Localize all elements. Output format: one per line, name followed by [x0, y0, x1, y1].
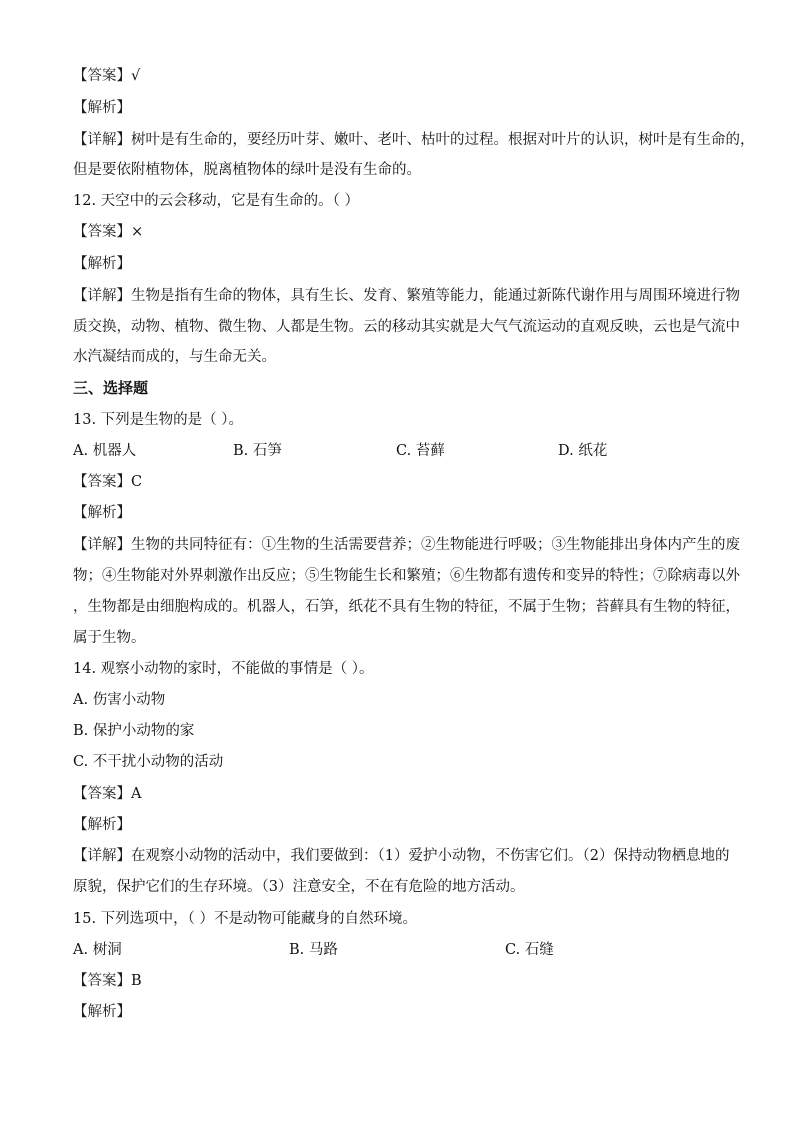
detail-label: 【详解】 [73, 132, 131, 148]
section-title: 三、选择题 [73, 379, 149, 397]
answer-label: 【答案】 [73, 786, 131, 802]
q14-option-c [73, 752, 223, 772]
q14-detail-line-1 [73, 846, 729, 866]
q14-option-c-text: C. 不干扰小动物的活动 [73, 754, 224, 770]
q11-detail-line-1 [73, 130, 755, 150]
q13-detail-line-1 [73, 535, 740, 555]
detail-label: 【详解】 [73, 288, 131, 304]
q13-option-b: B. 石笋 [233, 443, 282, 459]
q15-analysis-row [73, 1002, 131, 1022]
q14-option-b-text: B. 保护小动物的家 [73, 723, 195, 739]
analysis-label: 【解析】 [73, 1004, 131, 1020]
q12-answer-row [73, 222, 143, 242]
q14-detail-text-1: 在观察小动物的活动中，我们要做到：（1）爱护小动物，不伤害它们。（2）保持动物栖息地的 [131, 848, 730, 864]
detail-label: 【详解】 [73, 537, 131, 553]
q11-detail-text-1: 树叶是有生命的，要经历叶芽、嫩叶、老叶、枯叶的过程。根据对叶片的认识，树叶是有生命的， [131, 132, 755, 148]
q15-option-a: A. 树洞 [73, 942, 122, 958]
q15-question [73, 909, 417, 929]
q11-answer-row [73, 66, 140, 86]
q11-answer-value: √ [131, 68, 141, 84]
q13-detail-line-3 [73, 597, 740, 617]
q14-question [73, 659, 374, 679]
q14-detail-line-2 [73, 877, 524, 897]
q14-analysis-row [73, 815, 131, 835]
q13-option-c: C. 苔藓 [396, 443, 445, 459]
q13-detail-line-4 [73, 628, 146, 648]
q13-detail-text-1: 生物的共同特征有：①生物的生活需要营养；②生物能进行呼吸；③生物能排出身体内产生的废 [131, 537, 740, 553]
q14-detail-text-2: 原貌，保护它们的生存环境。（3）注意安全，不在有危险的地方活动。 [73, 879, 525, 895]
analysis-label: 【解析】 [73, 256, 131, 272]
q14-option-b [73, 721, 194, 741]
q12-detail-line-2 [73, 317, 740, 337]
q11-detail-text-2: 但是要依附植物体，脱离植物体的绿叶是没有生命的。 [73, 162, 421, 178]
analysis-label: 【解析】 [73, 100, 131, 116]
answer-label: 【答案】 [73, 224, 131, 240]
analysis-label: 【解析】 [73, 817, 131, 833]
q15-question-text: 15. 下列选项中，（ ）不是动物可能藏身的自然环境。 [73, 911, 418, 927]
q12-analysis-row [73, 254, 131, 274]
q15-option-c: C. 石缝 [505, 942, 554, 958]
answer-label: 【答案】 [73, 474, 131, 490]
q11-detail-line-2 [73, 160, 421, 180]
q14-option-a [73, 690, 165, 710]
q11-analysis-row [73, 98, 131, 118]
q15-answer-row [73, 971, 142, 991]
q13-answer-row [73, 472, 142, 492]
q12-detail-text-3: 水汽凝结而成的，与生命无关。 [73, 349, 276, 365]
q12-detail-line-3 [73, 347, 276, 367]
answer-label: 【答案】 [73, 973, 131, 989]
q12-question-text: 12. 天空中的云会移动，它是有生命的。（ ） [73, 193, 360, 209]
q13-detail-text-3: ，生物都是由细胞构成的。机器人，石笋，纸花不具有生物的特征，不属于生物；苔藓具有生物的特征， [73, 599, 740, 615]
detail-label: 【详解】 [73, 848, 131, 864]
q12-detail-text-1: 生物是指有生命的物体，具有生长、发育、繁殖等能力，能通过新陈代谢作用与周围环境进行物 [131, 288, 740, 304]
q14-question-text: 14. 观察小动物的家时，不能做的事情是（ ）。 [73, 661, 374, 677]
q14-answer-row [73, 784, 141, 804]
q13-detail-line-2 [73, 566, 740, 586]
section-heading [73, 378, 148, 398]
q15-answer-value: B [131, 973, 142, 989]
q12-answer-value: × [131, 224, 144, 240]
q13-option-d: D. 纸花 [558, 443, 608, 459]
q15-option-b: B. 马路 [289, 942, 338, 958]
q13-answer-value: C [131, 474, 143, 490]
analysis-label: 【解析】 [73, 505, 131, 521]
q13-analysis-row [73, 503, 131, 523]
q14-option-a-text: A. 伤害小动物 [73, 692, 166, 708]
q13-detail-text-2: 物；④生物能对外界刺激作出反应；⑤生物能生长和繁殖；⑥生物都有遗传和变异的特性；⑦除病毒以外 [73, 568, 740, 584]
q12-detail-text-2: 质交换，动物、植物、微生物、人都是生物。云的移动其实就是大气气流运动的直观反映，云也是气流中 [73, 319, 740, 335]
q13-option-a: A. 机器人 [73, 443, 137, 459]
q13-detail-text-4: 属于生物。 [73, 630, 146, 646]
q13-question [73, 410, 243, 430]
answer-label: 【答案】 [73, 68, 131, 84]
q13-question-text: 13. 下列是生物的是（ ）。 [73, 412, 244, 428]
q12-detail-line-1 [73, 286, 740, 306]
q14-answer-value: A [131, 786, 142, 802]
q12-question [73, 191, 359, 211]
